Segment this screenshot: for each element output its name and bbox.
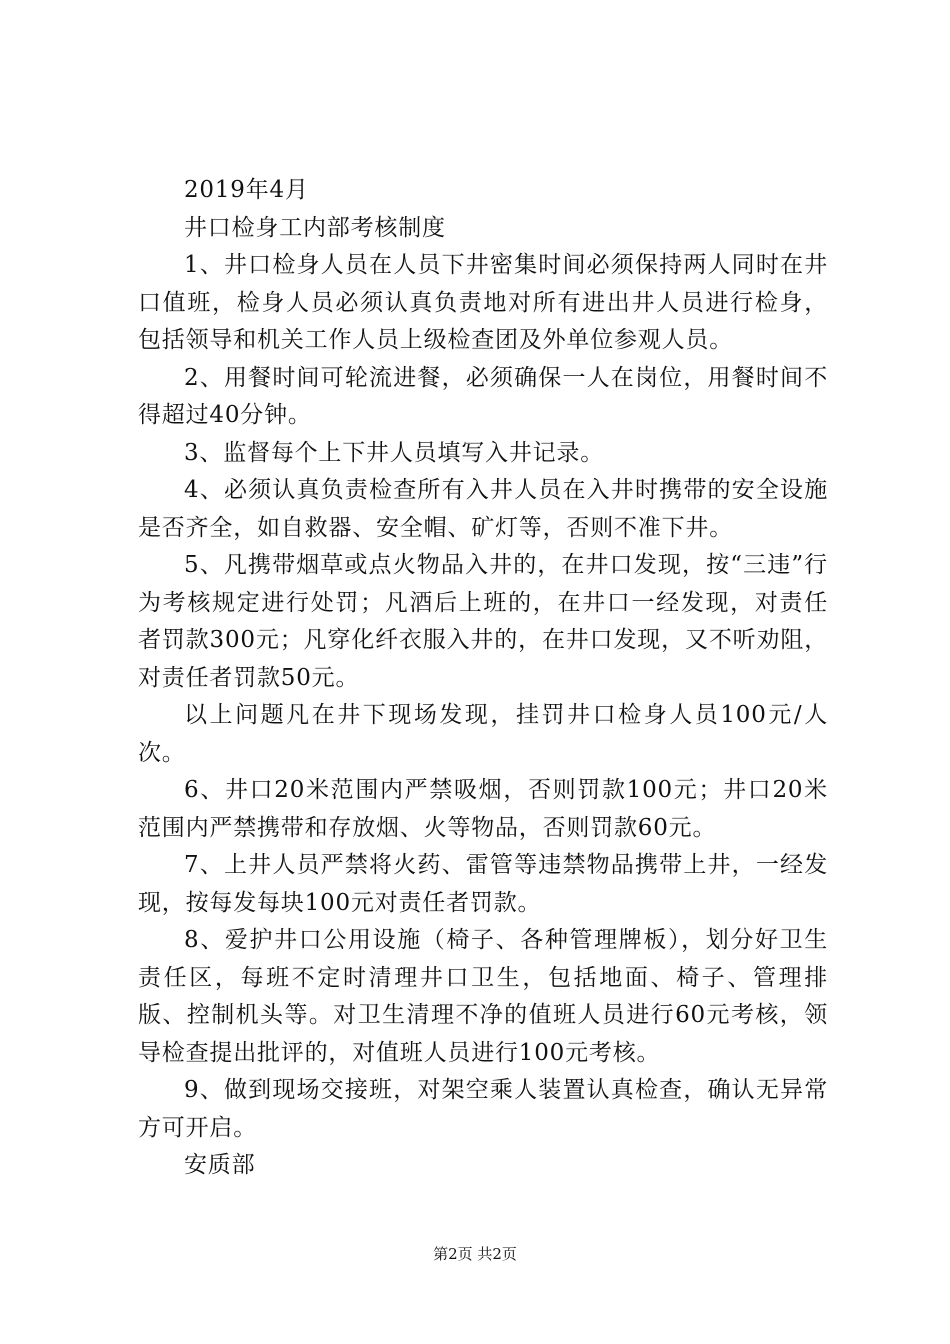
paragraph-1: 1、井口检身人员在人员下井密集时间必须保持两人同时在井口值班，检身人员必须认真负责地对所有进出井人员进行检身，包括领导和机关工作人员上级检查团及外单位参观人员。 bbox=[138, 252, 828, 353]
page-number: 第2页 共2页 bbox=[433, 1245, 517, 1263]
paragraph-7: 7、上井人员严禁将火药、雷管等违禁物品携带上井，一经发现，按每发每块100元对责任者罚款。 bbox=[138, 852, 828, 916]
paragraph-note: 以上问题凡在井下现场发现，挂罚井口检身人员100元/人次。 bbox=[138, 702, 828, 766]
paragraph-5: 5、凡携带烟草或点火物品入井的，在井口发现，按“三违”行为考核规定进行处罚；凡酒后上班的，在井口一经发现，对责任者罚款300元；凡穿化纤衣服入井的，在井口发现，又不听劝阻，对责任者罚款50元。 bbox=[138, 552, 828, 691]
paragraph-4: 4、必须认真负责检查所有入井人员在入井时携带的安全设施是否齐全，如自救器、安全帽、矿灯等，否则不准下井。 bbox=[138, 477, 828, 541]
paragraph-8: 8、爱护井口公用设施（椅子、各种管理牌板），划分好卫生责任区，每班不定时清理井口卫生，包括地面、椅子、管理排版、控制机头等。对卫生清理不净的值班人员进行60元考核，领导检查提出批评的，对值班人员进行100元考核。 bbox=[138, 927, 828, 1066]
document-date: 2019年4月 bbox=[184, 177, 309, 203]
document-title: 井口检身工内部考核制度 bbox=[184, 214, 446, 241]
page-footer bbox=[0, 1244, 950, 1264]
paragraph-9: 9、做到现场交接班，对架空乘人装置认真检查，确认无异常方可开启。 bbox=[138, 1077, 828, 1141]
document-body bbox=[138, 172, 828, 1185]
paragraph-2: 2、用餐时间可轮流进餐，必须确保一人在岗位，用餐时间不得超过40分钟。 bbox=[138, 364, 828, 428]
paragraph-6: 6、井口20米范围内严禁吸烟，否则罚款100元；井口20米范围内严禁携带和存放烟、火等物品，否则罚款60元。 bbox=[138, 777, 828, 841]
paragraph-3: 3、监督每个上下井人员填写入井记录。 bbox=[184, 439, 605, 466]
document-signature: 安质部 bbox=[184, 1152, 256, 1178]
